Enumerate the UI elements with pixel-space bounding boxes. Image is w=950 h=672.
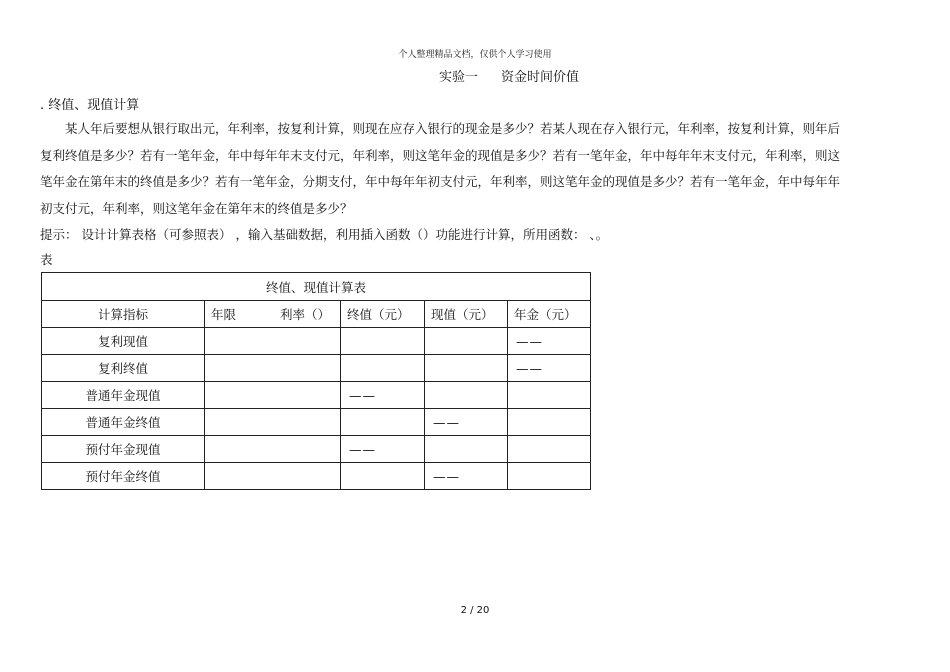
- section-heading: . 终值、现值计算: [40, 98, 140, 113]
- page-number: 2 / 20: [460, 605, 490, 616]
- cell-future-value[interactable]: ——: [341, 436, 425, 463]
- cell-period-rate[interactable]: [205, 382, 341, 409]
- header-indicator: 计算指标: [42, 301, 205, 328]
- cell-future-value[interactable]: ——: [341, 382, 425, 409]
- cell-period-rate[interactable]: [205, 409, 341, 436]
- cell-present-value[interactable]: [425, 436, 508, 463]
- cell-future-value[interactable]: [341, 328, 425, 355]
- page-header-note: 个人整理精品文档，仅供个人学习使用: [398, 50, 552, 60]
- table-row: [42, 463, 591, 490]
- table-caption-row: [42, 273, 591, 301]
- cell-present-value[interactable]: [425, 328, 508, 355]
- table-row: [42, 409, 591, 436]
- row-label: 普通年金终值: [42, 409, 205, 436]
- cell-period-rate[interactable]: [205, 463, 341, 490]
- paragraph-line: 复利终值是多少？若有一笔年金，年中每年年末支付元，年利率，则这笔年金的现值是多少？若有一笔年金，年中每年年末支付元，年利率，则这: [40, 147, 841, 163]
- cell-period-rate[interactable]: [205, 355, 341, 382]
- cell-annuity[interactable]: ——: [508, 355, 591, 382]
- cell-present-value[interactable]: ——: [425, 409, 508, 436]
- cell-annuity[interactable]: [508, 436, 591, 463]
- experiment-subtitle: 资金时间价值: [501, 70, 580, 85]
- cell-annuity[interactable]: [508, 409, 591, 436]
- table-caption: 终值、现值计算表: [42, 273, 591, 301]
- header-annuity: 年金（元）: [508, 301, 591, 328]
- cell-period-rate[interactable]: [205, 436, 341, 463]
- row-label: 预付年金终值: [42, 463, 205, 490]
- header-period-rate: [205, 301, 341, 328]
- header-rate: 利率（）: [280, 307, 331, 322]
- paragraph-line: 初支付元，年利率，则这笔年金在第年末的终值是多少？: [40, 200, 353, 216]
- problem-paragraph: [40, 116, 852, 222]
- experiment-title: 实验一: [439, 70, 479, 85]
- paragraph-line: 某人年后要想从银行取出元，年利率，按复利计算，则现在应存入银行的现金是多少？若某人现在存入银行元，年利率，按复利计算，则年后: [65, 121, 841, 136]
- table-row: [42, 436, 591, 463]
- row-label: 预付年金现值: [42, 436, 205, 463]
- cell-present-value[interactable]: ——: [425, 463, 508, 490]
- table-row: [42, 382, 591, 409]
- cell-present-value[interactable]: [425, 382, 508, 409]
- calculation-table: [41, 272, 591, 490]
- row-label: 普通年金现值: [42, 382, 205, 409]
- table-row: [42, 328, 591, 355]
- hint-text: 提示： 设计计算表格（可参照表） ，输入基础数据，利用插入函数（）功能进行计算，所用函数： 、。: [40, 227, 609, 242]
- row-label: 复利现值: [42, 328, 205, 355]
- table-label: 表: [40, 252, 53, 267]
- cell-future-value[interactable]: [341, 409, 425, 436]
- header-present-value: 现值（元）: [425, 301, 508, 328]
- row-label: 复利终值: [42, 355, 205, 382]
- cell-future-value[interactable]: [341, 463, 425, 490]
- cell-period-rate[interactable]: [205, 328, 341, 355]
- paragraph-line: 笔年金在第年末的终值是多少？若有一笔年金，分期支付，年中每年年初支付元，年利率，则这笔年金的现值是多少？若有一笔年金，年中每年年: [40, 174, 841, 189]
- cell-present-value[interactable]: [425, 355, 508, 382]
- cell-annuity[interactable]: [508, 463, 591, 490]
- header-period: 年限: [211, 307, 237, 322]
- cell-annuity[interactable]: [508, 382, 591, 409]
- cell-future-value[interactable]: [341, 355, 425, 382]
- cell-annuity[interactable]: ——: [508, 328, 591, 355]
- table-header-row: [42, 301, 591, 328]
- table-row: [42, 355, 591, 382]
- header-future-value: 终值（元）: [341, 301, 425, 328]
